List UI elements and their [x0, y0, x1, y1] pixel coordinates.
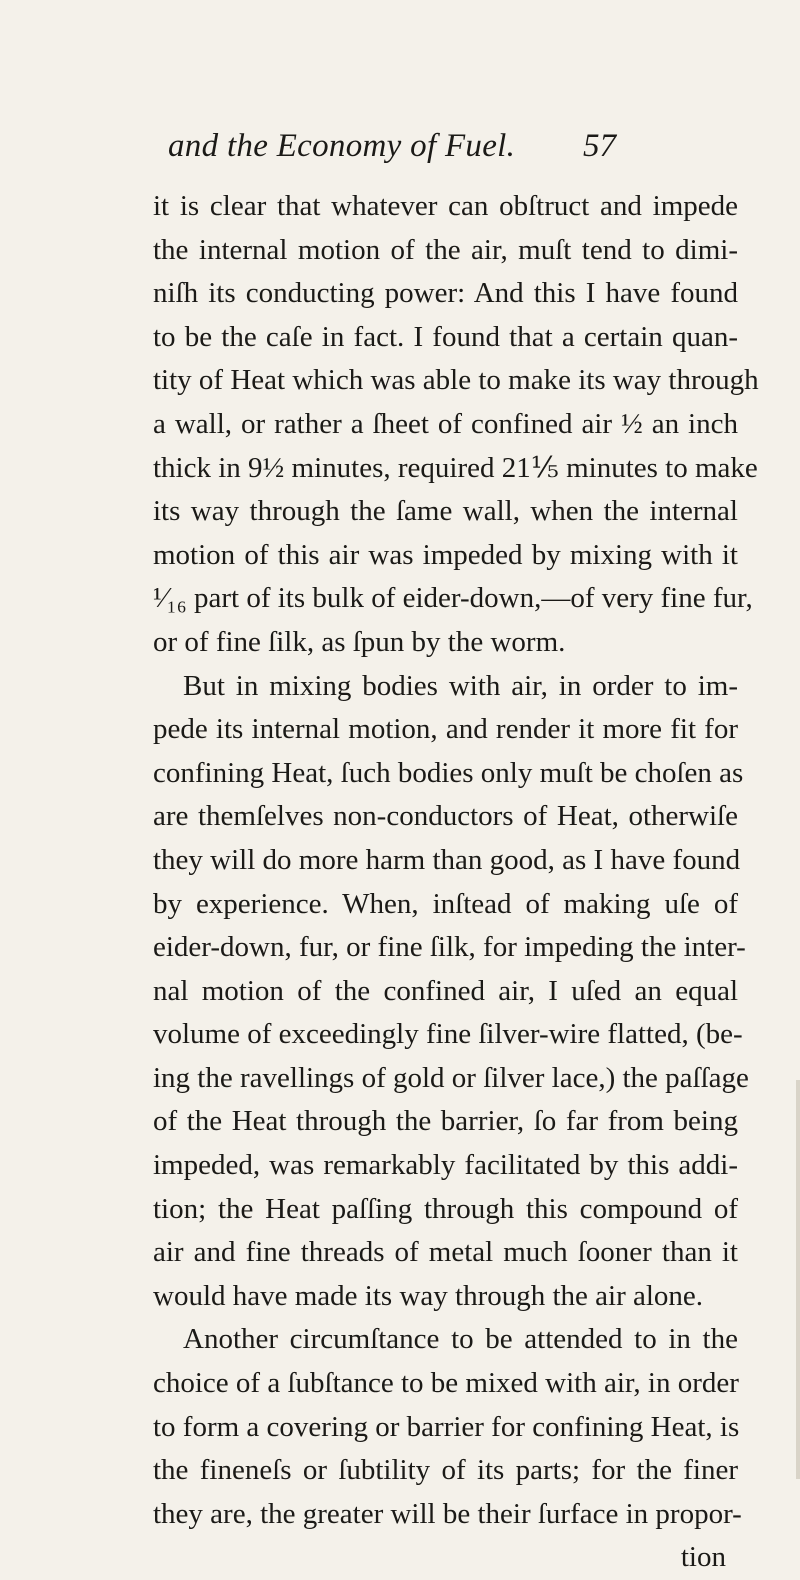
text-line: the fineneſs or ſubtility of its parts; for the finer — [153, 1454, 738, 1487]
text-line: its way through the ſame wall, when the internal — [153, 495, 738, 528]
text-line: or of fine ſilk, as ſpun by the worm. — [153, 625, 566, 658]
text-line: by experience. When, inſtead of making uſe of — [153, 887, 738, 920]
text-line: niſh its conducting power: And this I have found — [153, 277, 738, 310]
text-line: it is clear that whatever can obſtruct and impede — [153, 190, 738, 222]
text-line: confining Heat, ſuch bodies only muſt be choſen as — [153, 756, 744, 789]
text-line: But in mixing bodies with air, in order to im- — [183, 669, 738, 702]
text-line: ing the ravellings of gold or ſilver lace,) the paſſage — [153, 1061, 749, 1094]
text-line: ¹⁄₁₆ part of its bulk of eider-down,—of very fine fur, — [153, 582, 753, 615]
text-line: tity of Heat which was able to make its way through — [153, 364, 759, 397]
text-line: would have made its way through the air alone. — [153, 1279, 704, 1312]
text-line: thick in 9½ minutes, required 21⅕ minutes to make — [153, 451, 758, 484]
text-line: motion of this air was impeded by mixing with it — [153, 538, 738, 571]
text-line: of the Heat through the barrier, ſo far from being — [153, 1105, 738, 1138]
text-line: to form a covering or barrier for confining Heat, is — [153, 1410, 740, 1443]
page-number: 57 — [583, 128, 616, 164]
text-line: pede its internal motion, and render it more fit for — [153, 713, 738, 746]
running-head — [168, 128, 688, 172]
text-line: nal motion of the confined air, I uſed an equal — [153, 974, 738, 1007]
text-line: choice of a ſubſtance to be mixed with air, in order — [153, 1367, 739, 1400]
page-edge-shadow — [796, 1080, 800, 1479]
text-line: eider-down, fur, or fine ſilk, for impeding the inter- — [153, 931, 746, 964]
text-line: air and fine threads of metal much ſooner than it — [153, 1236, 738, 1269]
text-line: are themſelves non-conductors of Heat, otherwiſe — [153, 800, 738, 833]
body-text — [153, 185, 759, 1580]
text-line: impeded, was remarkably facilitated by this addi- — [153, 1149, 738, 1182]
text-line: to be the caſe in fact. I found that a certain quan- — [153, 320, 738, 353]
text-line: volume of exceedingly fine ſilver-wire flatted, (be- — [153, 1018, 743, 1051]
text-line: the internal motion of the air, muſt tend to dimi- — [153, 233, 738, 266]
text-line: Another circumſtance to be attended to in the — [183, 1323, 738, 1356]
running-title: and the Economy of Fuel. — [168, 128, 516, 164]
text-line: a wall, or rather a ſheet of confined air ½ an inch — [153, 407, 738, 440]
catchword: tion — [680, 1541, 726, 1574]
text-line: they will do more harm than good, as I have found — [153, 843, 741, 876]
text-line: they are, the greater will be their ſurface in propor- — [153, 1497, 742, 1530]
text-line: tion; the Heat paſſing through this compound of — [153, 1192, 738, 1225]
